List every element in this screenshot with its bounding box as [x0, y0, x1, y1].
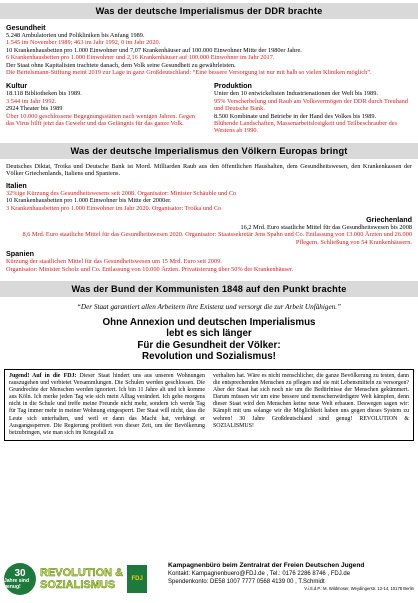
health-line-3: 10 Krankenhausbetten pro 1.000 Einwohner und 7,07 Krankenhäuser auf 100.000 Einwohner Mitte der 1980er Jahre.	[6, 46, 302, 54]
kultur-heading: Kultur	[6, 81, 28, 91]
health-line-1: 5.248 Ambulatorien und Polikliniken bis Anfang 1989.	[6, 32, 145, 39]
griechenland-line-2: 8,6 Mrd. Euro staatliche Mittel für das Gesundheitswesen 2020. Organisator: Staatssekretär Jens Spahn und Co. Entlassung von 13.000 Ärzten und 26.000 Pflegern. Schließung von 54 Krankenhäusern.	[22, 231, 412, 246]
footer-contact	[168, 562, 414, 592]
health-line-2: 1.545 im November 1989; 463 im Jahr 1992, 0 im Jahr 2020.	[6, 39, 161, 47]
slogan-line-4: Revolution und Sozialismus!	[142, 351, 276, 363]
manifesto-quote: “Der Staat garantiert allen Arbeitern ihre Existenz und versorgt die zur Arbeit Unfähigen.”	[76, 302, 342, 311]
statement-left-text: Dieser Staat hindert uns aus unseren Wohnungen rauszugehen und verbietet Versammlungen. Die Schulen werden geschlossen. Die Grundrechte der Menschen werden ignoriert. Ich bin 11 Jahre alt und ich komme aus Köln. Ich merke jeden Tag wie sich mein Alltag verändert. Ich gehe morgens nicht in die Schule und treffe meine Freunde nicht mehr, sondern ich werde Tag für Tag immer mehr in meiner Wohnung eingesperrt. Der Staat will nicht, dass die Leute sich unterhalten, und weil er dann das Macht hat, verhängt er Ausgangssperren. Die Regierung profitiert von dieser Zeit, um der Bevölkerung beizubringen, wie man sich im Kriegsfall zu	[9, 372, 205, 436]
rev-line-1: REVOLUTION &	[40, 567, 124, 579]
griechenland-heading: Griechenland	[366, 214, 412, 224]
produktion-line-1: Unter den 10 entwickeltsten Industrienationen der Welt bis 1989.	[214, 90, 378, 98]
italien-line-1: 32%ige Kürzung des Gesundheitswesens seit 2008. Organisator: Minister Schäuble und Co	[6, 189, 237, 197]
produktion-line-2: 95% Verscherbelung und Raub am Volksvermögen der DDR durch Treuhand und Deutsche Bank.	[214, 97, 408, 113]
kultur-line-1: 18.118 Bibliotheken bis 1989.	[6, 90, 82, 98]
revolution-logo-text	[40, 567, 123, 591]
youth-statement-box	[4, 369, 414, 441]
produktion-heading: Produktion	[214, 81, 252, 91]
section-title-ddr: Was der deutsche Imperialismus der DDR brachte	[0, 3, 418, 19]
30-years-badge	[4, 563, 36, 595]
slogan-line-2: lebt es sich länger	[166, 328, 252, 340]
spanien-line-2: Organisator: Minister Scholz und Co. Entlassung von 10.000 Ärzten. Privatisierung über 50% der Krankenhäuser.	[6, 265, 294, 273]
italien-heading: Italien	[6, 180, 27, 190]
section-title-europe: Was der deutsche Imperialismus den Völkern Europas bringt	[0, 143, 418, 159]
kultur-line-4: Über 10.000 geschlossene Begegnungsstätten nach wenigen Jahren. Gegen das Virus hilft jetzt das Gewehr und das Gefängnis für das ganze Volk.	[6, 112, 196, 128]
section-ddr	[0, 23, 418, 135]
produktion-line-4: Blühende Landschaften, Massenarbeitslosigkeit und Teilbeschrauber des Westens ab 1990.	[214, 120, 398, 135]
produktion-line-3: 8.500 Kombinate und Betriebe in der Hand des Volkes bis 1989.	[214, 112, 377, 120]
health-line-4: 6 Krankenhausbetten pro 1.000 Einwohner und 2,16 Krankenhäuser auf 100.000 Einwohner im Jahr 2017.	[6, 54, 275, 62]
footer-title: Kampagnenbüro beim Zentralrat der Freien Deutschen Jugend	[168, 562, 365, 569]
statement-left-column	[9, 373, 205, 437]
kultur-column	[6, 81, 204, 134]
statement-right-column: verhalten hat. Wäre es nicht menschlicher, die ganze Bevölkerung zu testen, dann die entsprechenden Menschen zu pflegen und sie mit Lebensmitteln zu versorgen? Aber der Staat hat sich noch nie um die Bedürfnisse der Menschen gekümmert. Darum müssen wir um eine bessere und menschenwürdigere Welt kämpfen, denn dieser Staat wird den Menschen keine neue Welt erbauen. Deswegen sagen wir: Kämpft mit uns solange wir die Möglichkeit haben uns gegen dieses System zu wehren! 30 Jahre Großdeutschland sind genug! REVOLUTION & SOZIALISMUS!	[213, 372, 409, 429]
campaign-logo	[4, 561, 160, 597]
footer-spenden: Spendenkonto: DE58 1007 7777 0568 4139 00 , T.Schmidt	[168, 579, 325, 585]
two-column-block	[6, 81, 412, 134]
health-heading: Gesundheit	[6, 23, 46, 32]
italien-line-2: 10 Krankenhausbetten pro 1.000 Einwohner bis Mitte der 2000er.	[6, 197, 172, 205]
footer-visdp: V.i.S.d.P.: M. Wildmoser, Weydingerstr. 12-14, 10178 Berlin	[304, 586, 414, 591]
rev-line-2: SOZIALISMUS	[40, 579, 116, 591]
slogan-block	[0, 317, 418, 363]
slogan-line-3: Für die Gesundheit der Völker:	[137, 339, 281, 351]
health-line-6: Die Bertelsmann-Stiftung meint 2019 zur Lage in ganz Großdeutschland: “Eine bessere Versorgung ist nur mit halb so vielen Kliniken möglich”.	[6, 69, 372, 77]
health-line-5: Der Staat ohne Kapitalisten trachtete danach, dem Volk seine Gesundheit zu gewährleisten.	[6, 61, 236, 69]
italien-line-3: 3 Krankenhausbetten pro 1.000 Einwohner im Jahr 2020. Organisator: Troika und Co	[6, 204, 222, 212]
fdj-logo: FDJ	[127, 565, 147, 593]
footer	[0, 559, 418, 603]
section-europe	[0, 163, 418, 273]
europe-intro: Deutsches Diktat, Troika und Deutsche Bank ist Mord. Milliarden Raub aus den öffentlichen Haushalten, dem Gesundheitswesen, den Krankenkassen der Völker Griechenlands, Italiens und Spaniens.	[6, 162, 412, 178]
spanien-heading: Spanien	[6, 249, 34, 259]
griechenland-line-1: 16,2 Mrd. Euro staatliche Mittel für das Gesundheitswesen bis 2008	[240, 223, 412, 231]
spanien-line-1: Kürzung der staatlichen Mittel für das Gesundheitswesen um 15 Mrd. Euro seit 2009.	[6, 258, 222, 266]
badge-number: 30	[14, 567, 26, 579]
kultur-line-2: 3.544 im Jahr 1992.	[6, 97, 57, 105]
flyer-page	[0, 3, 418, 603]
slogan-line-1: Ohne Annexion und deutschen Imperialismus	[102, 316, 316, 328]
footer-kontakt: Kontakt: Kampagnenbuero@FDJ.de , Tel.: 0176 2286 8746 , FDJ.de	[168, 571, 351, 577]
badge-text: Jahre sind genug!	[4, 577, 30, 590]
produktion-column	[214, 81, 412, 134]
section-title-1848: Was der Bund der Kommunisten 1848 auf den Punkt brachte	[0, 281, 418, 297]
kultur-line-3: 2924 Theater bis 1989	[6, 105, 63, 113]
statement-lead: Jugend! Auf in die FDJ:	[9, 372, 77, 379]
